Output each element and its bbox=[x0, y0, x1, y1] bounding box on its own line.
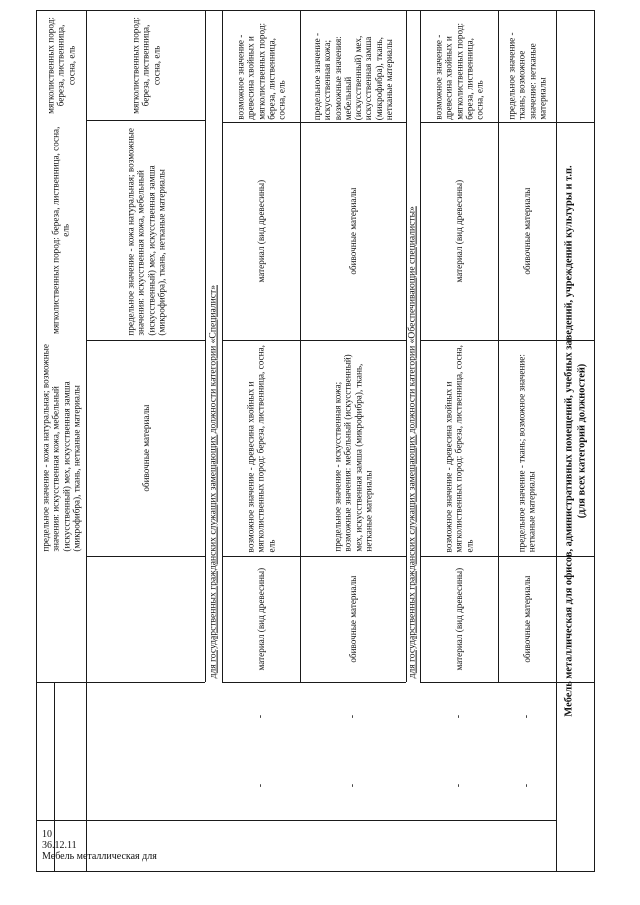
cell-text: мягколиственных пород: береза, лиственница, сосна, ель bbox=[130, 16, 161, 114]
cell-text: мягколиственных пород: береза, лиственница, сосна, ель bbox=[45, 16, 77, 114]
table-cell bbox=[420, 340, 498, 556]
table-cell bbox=[300, 10, 406, 122]
table-cell bbox=[86, 10, 205, 120]
table-cell bbox=[300, 340, 406, 556]
cell-text: - bbox=[347, 784, 359, 788]
table-cell bbox=[498, 340, 556, 556]
cell-text: возможное значение - древесина хвойных и мягколиственных пород: береза, лиственница, сосна, ель bbox=[433, 23, 485, 120]
table-border-bottom bbox=[36, 871, 594, 872]
cell-text: предельное значение - искусственная кожа; возможные значения: мебельный (искусственный) мех, искусственная замша (микрофибра), ткань, нетканые материалы bbox=[311, 32, 394, 120]
table-cell bbox=[36, 10, 86, 120]
table-cell bbox=[420, 10, 498, 122]
cell-text: обивочные материалы bbox=[521, 187, 532, 275]
cell-text: материал (вид древесины) bbox=[255, 179, 266, 283]
cell-text: возможное значение - древесина хвойных и мягколиственных пород: береза, лиственница, сосна, ель bbox=[245, 344, 277, 552]
row-name: Мебель металлическая для bbox=[42, 851, 157, 862]
table-cell bbox=[498, 10, 556, 122]
table-cell bbox=[222, 10, 300, 122]
cell-text: предельное значение - ткань; возможное значение: нетканые материалы bbox=[506, 32, 548, 120]
row10-labels bbox=[36, 829, 556, 862]
table-cell bbox=[222, 122, 300, 340]
cell-text: - bbox=[521, 715, 533, 719]
cell-text: обивочные материалы bbox=[521, 575, 532, 663]
footer-title-strip bbox=[556, 10, 594, 871]
table-cell bbox=[222, 340, 300, 556]
table-cell bbox=[86, 340, 205, 556]
table-cell bbox=[498, 682, 556, 752]
cell-text: предельное значение - искусственная кожа; возможные значения: мебельный (искусственный) мех, искусственная замша (микрофибра), ткань, нетканые материалы bbox=[332, 354, 374, 552]
row-number: 10 bbox=[42, 829, 52, 840]
table-cell bbox=[36, 340, 86, 556]
cell-text: материал (вид древесины) bbox=[453, 567, 464, 671]
cell-text: мягколиственных пород: береза, лиственница, сосна, ель bbox=[50, 126, 71, 334]
cell-text: предельное значение - ткань; возможное значение: нетканые материалы bbox=[516, 353, 537, 552]
table-cell bbox=[300, 122, 406, 340]
table-cell bbox=[300, 682, 406, 752]
table-cell bbox=[498, 556, 556, 682]
cell-text: обивочные материалы bbox=[347, 187, 358, 275]
footer-text bbox=[562, 13, 588, 868]
row-code: 36.12.11 bbox=[42, 840, 77, 851]
table-cell bbox=[498, 122, 556, 340]
cell-text: обивочные материалы bbox=[347, 575, 358, 663]
table-cell bbox=[498, 752, 556, 820]
table-cell bbox=[36, 820, 556, 871]
section-title: для государственных гражданских служащих замещающих должности категории «Обеспечивающие специалисты» bbox=[406, 205, 418, 678]
cell-text: материал (вид древесины) bbox=[255, 567, 266, 671]
cell-text: - bbox=[255, 784, 267, 788]
cell-text: предельное значение - кожа натуральная; возможные значения: искусственная кожа, мебельный (искусственный) мех, искусственная замша (микрофибра), ткань, нетканые материалы bbox=[124, 128, 166, 336]
table-cell bbox=[420, 682, 498, 752]
table-border-right bbox=[594, 10, 595, 872]
cell-text: возможное значение - древесина хвойных и мягколиственных пород: береза, лиственница, сосна, ель bbox=[235, 23, 287, 120]
cell-text: материал (вид древесины) bbox=[453, 179, 464, 283]
cell-text: предельное значение - кожа натуральная; возможные значения: искусственная кожа, мебельный (искусственный) мех, искусственная замша (микрофибра), ткань, нетканые материалы bbox=[40, 344, 82, 552]
footer-subtitle: (для всех категорий должностей) bbox=[576, 363, 587, 518]
row-divider bbox=[36, 682, 205, 683]
section-header bbox=[205, 10, 222, 682]
cell-text: - bbox=[453, 784, 465, 788]
table-cell bbox=[420, 556, 498, 682]
cell-text: - bbox=[521, 784, 533, 788]
row-divider bbox=[86, 556, 205, 557]
footer-title: Мебель металлическая для офисов, административных помещений, учебных заведений, учреждений культуры и т.п. bbox=[563, 164, 574, 717]
table-cell bbox=[300, 556, 406, 682]
table-cell bbox=[300, 752, 406, 820]
cell-text: - bbox=[453, 715, 465, 719]
table-cell bbox=[420, 752, 498, 820]
cell-text: - bbox=[255, 715, 267, 719]
table-cell bbox=[36, 120, 86, 340]
table-cell bbox=[86, 120, 205, 340]
section-title: для государственных гражданских служащих замещающих должности категории «Специалист» bbox=[207, 284, 219, 678]
cell-text: - bbox=[347, 715, 359, 719]
table-cell bbox=[420, 122, 498, 340]
table-cell bbox=[222, 556, 300, 682]
section-header bbox=[406, 10, 420, 682]
cell-text: возможное значение - древесина хвойных и мягколиственных пород: береза, лиственница, сосна, ель bbox=[443, 344, 475, 552]
cell-text: обивочные материалы bbox=[140, 404, 151, 492]
table-cell bbox=[222, 752, 300, 820]
table-cell bbox=[222, 682, 300, 752]
